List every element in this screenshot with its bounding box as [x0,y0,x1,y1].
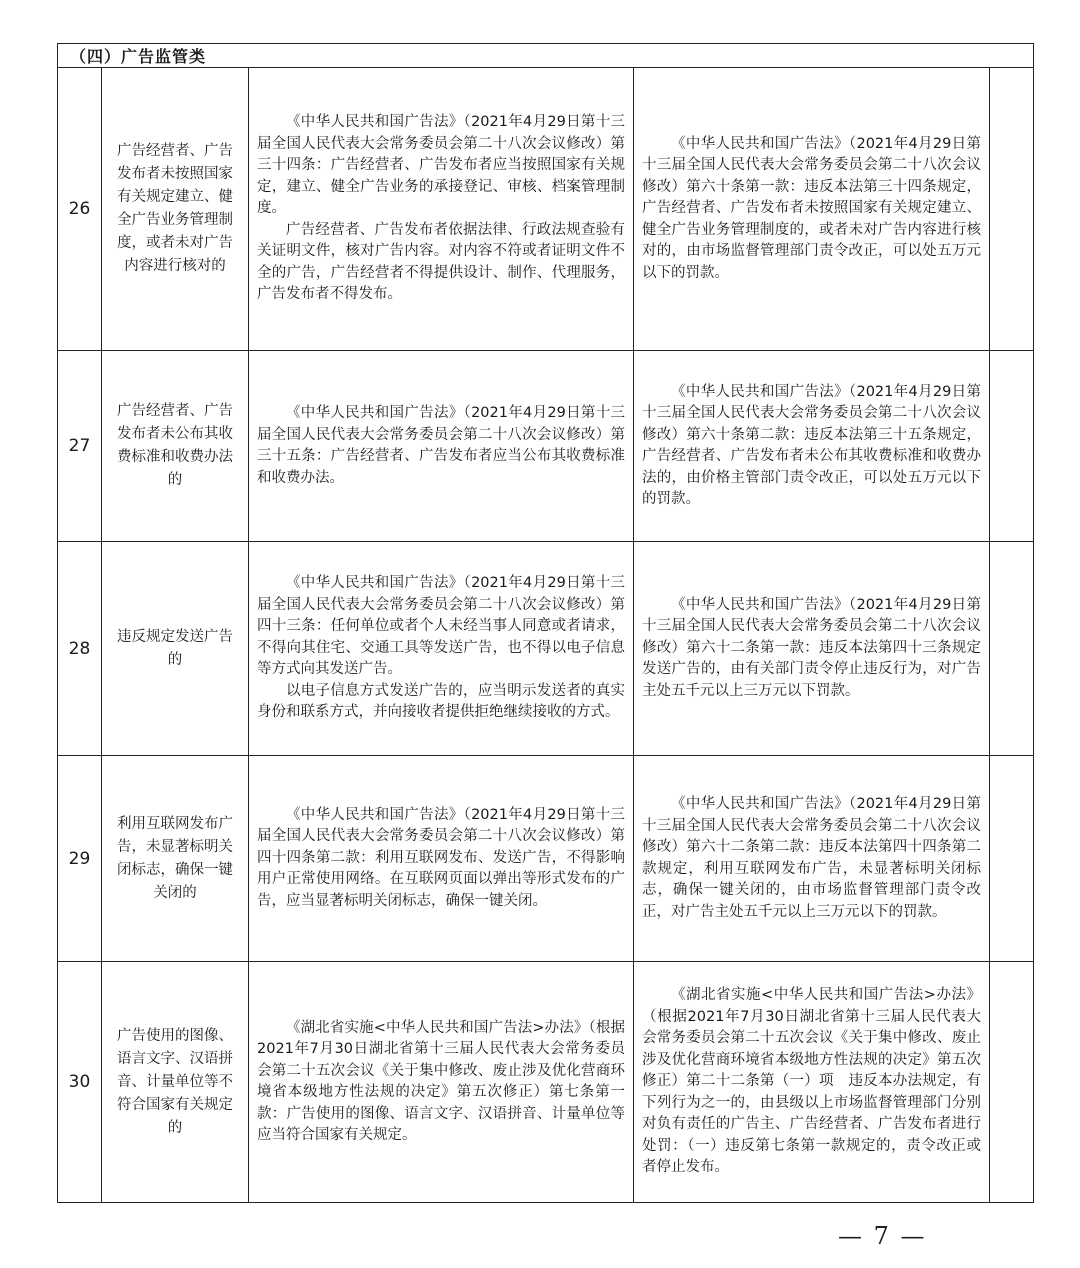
violation-item: 利用互联网发布广告，未显著标明关闭标志，确保一键关闭的 [102,756,249,962]
penalty-basis [634,68,990,351]
violation-item: 广告经营者、广告发布者未公布其收费标准和收费办法的 [102,351,249,542]
blank-cell [990,756,1034,962]
basis-paragraph: 《中华人民共和国广告法》（2021年4月29日第十三届全国人民代表大会常务委员会第二十八次会议修改）第四十四条第二款：利用互联网发布、发送广告，不得影响用户正常使用网络。在互联网页面以弹出等形式发布的广告，应当显著标明关闭标志，确保一键关闭。 [257,806,625,909]
row-number: 26 [58,68,102,351]
penalty-paragraph: 《中华人民共和国广告法》（2021年4月29日第十三届全国人民代表大会常务委员会第二十八次会议修改）第六十条第二款：违反本法第三十五条规定，广告经营者、广告发布者未公布其收费标准和收费办法的，由价格主管部门责令改正，可以处五万元以下的罚款。 [642,383,981,507]
penalty-basis [634,962,990,1203]
basis-paragraph: 《中华人民共和国广告法》（2021年4月29日第十三届全国人民代表大会常务委员会第二十八次会议修改）第四十三条：任何单位或者个人未经当事人同意或者请求，不得向其住宅、交通工具等发送广告，也不得以电子信息等方式向其发送广告。 [257,575,625,678]
basis-paragraph: 《中华人民共和国广告法》（2021年4月29日第十三届全国人民代表大会常务委员会第二十八次会议修改）第三十五条：广告经营者、广告发布者应当公布其收费标准和收费办法。 [257,405,625,486]
penalty-basis [634,756,990,962]
violation-item: 广告经营者、广告发布者未按照国家有关规定建立、健全广告业务管理制度，或者未对广告内容进行核对的 [102,68,249,351]
page-number: — 7 — [838,1222,927,1250]
blank-cell [990,962,1034,1203]
basis-paragraph: 《湖北省实施<中华人民共和国广告法>办法》（根据2021年7月30日湖北省第十三届人民代表大会常务委员会第二十五次会议《关于集中修改、废止涉及优化营商环境省本级地方性法规的决定》第五次修正）第七条第一款：广告使用的图像、语言文字、汉语拼音、计量单位等应当符合国家有关规定。 [257,1019,625,1143]
table-row [58,756,1034,962]
basis-paragraph: 以电子信息方式发送广告的，应当明示发送者的真实身份和联系方式，并向接收者提供拒绝继续接收的方式。 [257,682,625,721]
row-number: 30 [58,962,102,1203]
blank-cell [990,351,1034,542]
violation-item: 广告使用的图像、语言文字、汉语拼音、计量单位等不符合国家有关规定的 [102,962,249,1203]
violation-item: 违反规定发送广告的 [102,542,249,756]
penalty-paragraph: 《中华人民共和国广告法》（2021年4月29日第十三届全国人民代表大会常务委员会第二十八次会议修改）第六十条第一款：违反本法第三十四条规定，广告经营者、广告发布者未按照国家有关规定建立、健全广告业务管理制度的，或者未对广告内容进行核对的，由市场监督管理部门责令改正，可以处五万元以下的罚款。 [642,135,981,281]
row-number: 29 [58,756,102,962]
blank-cell [990,68,1034,351]
legal-basis [249,542,634,756]
table-row [58,68,1034,351]
blank-cell [990,542,1034,756]
legal-basis [249,962,634,1203]
penalty-paragraph: 《中华人民共和国广告法》（2021年4月29日第十三届全国人民代表大会常务委员会第二十八次会议修改）第六十二条第二款：违反本法第四十四条第二款规定，利用互联网发布广告，未显著标明关闭标志，确保一键关闭的，由市场监督管理部门责令改正，对广告主处五千元以上三万元以下的罚款。 [642,796,981,920]
table-row [58,351,1034,542]
basis-paragraph: 广告经营者、广告发布者依据法律、行政法规查验有关证明文件，核对广告内容。对内容不符或者证明文件不全的广告，广告经营者不得提供设计、制作、代理服务，广告发布者不得发布。 [257,221,625,303]
legal-basis [249,68,634,351]
table-row [58,542,1034,756]
penalty-paragraph: 《湖北省实施<中华人民共和国广告法>办法》（根据2021年7月30日湖北省第十三届人民代表大会常务委员会第二十五次会议《关于集中修改、废止涉及优化营商环境省本级地方性法规的决定》第五次修正）第二十二条第（一）项 违反本办法规定，有下列行为之一的，由县级以上市场监督管理部门分别对负有责任的广告主、广告经营者、广告发布者进行处罚：（一）违反第七条第一款规定的，责令改正或者停止发布。 [642,987,981,1176]
row-number: 28 [58,542,102,756]
section-title: （四）广告监管类 [58,44,1034,68]
legal-basis [249,756,634,962]
basis-paragraph: 《中华人民共和国广告法》（2021年4月29日第十三届全国人民代表大会常务委员会第二十八次会议修改）第三十四条：广告经营者、广告发布者应当按照国家有关规定，建立、健全广告业务的承接登记、审核、档案管理制度。 [257,114,625,217]
penalty-basis [634,542,990,756]
table-row [58,962,1034,1203]
legal-basis [249,351,634,542]
section-header-row [58,44,1034,68]
regulation-table [57,43,1034,1203]
row-number: 27 [58,351,102,542]
penalty-basis [634,351,990,542]
penalty-paragraph: 《中华人民共和国广告法》（2021年4月29日第十三届全国人民代表大会常务委员会第二十八次会议修改）第六十二条第一款：违反本法第四十三条规定发送广告的，由有关部门责令停止违反行为，对广告主处五千元以上三万元以下罚款。 [642,596,981,699]
